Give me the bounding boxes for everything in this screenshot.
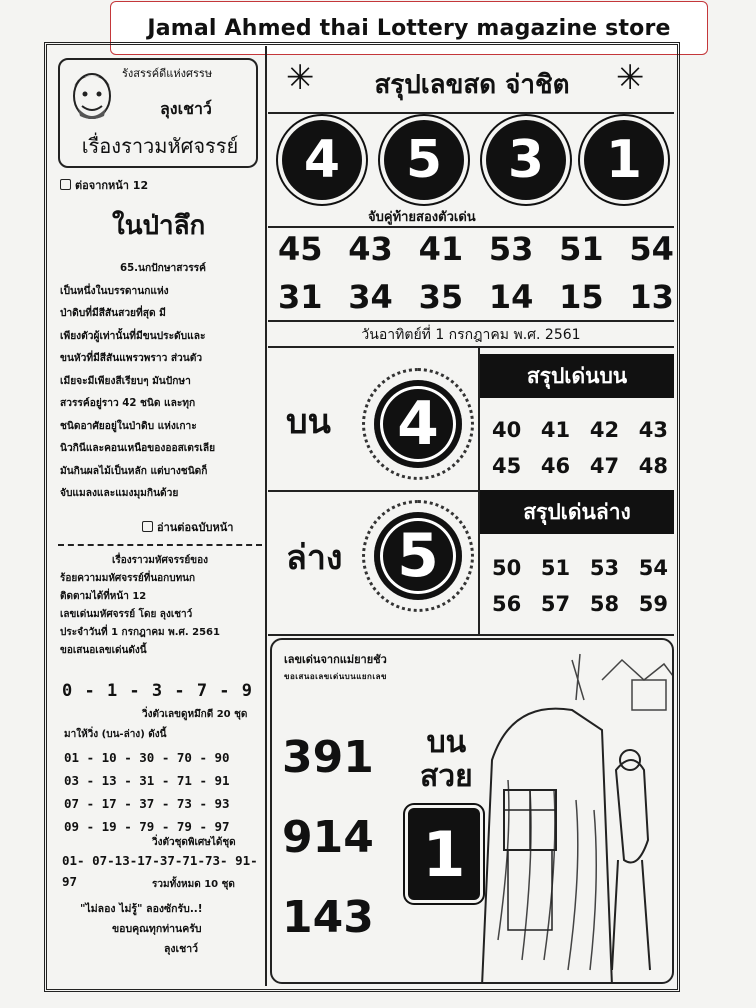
summary-number: 58 bbox=[589, 592, 620, 616]
signature: ลุงเชาว์ bbox=[164, 943, 199, 955]
summary-number: 54 bbox=[638, 556, 668, 580]
banner-text: Jamal Ahmed thai Lottery magazine store bbox=[147, 15, 671, 41]
medal-digit: 4 bbox=[282, 120, 362, 200]
summary-number: 57 bbox=[540, 592, 571, 616]
illustration-subheading: ขอเสนอเลขเด่นบนแยกเลข bbox=[284, 672, 388, 681]
rule-line bbox=[268, 112, 674, 114]
lower-digit-ring bbox=[362, 500, 474, 612]
story-line: จับแมลงและแมงมุมกินด้วย bbox=[60, 488, 179, 499]
runs-total: รวมทั้งหมด 10 ชุด bbox=[152, 879, 235, 890]
bon-suay-label bbox=[420, 726, 473, 794]
story-line: ชนิดอาศัยอยู่ในป่าดิบ แห่งเกาะ bbox=[60, 420, 197, 432]
featured-digit: 1 bbox=[408, 808, 480, 900]
summary-number: 51 bbox=[540, 556, 571, 580]
intro-line: เรื่องราวมหัศจรรย์ของ bbox=[112, 555, 208, 566]
summary-number: 47 bbox=[589, 454, 620, 478]
summary-row bbox=[492, 412, 668, 448]
pair-number: 15 bbox=[559, 278, 604, 316]
left-column bbox=[52, 50, 266, 984]
medal-caption: จับคู่ท้ายสองตัวเด่น bbox=[368, 210, 476, 225]
summary-number: 43 bbox=[638, 418, 668, 442]
star-icon: ✳ bbox=[616, 58, 645, 98]
lower-label: ล่าง bbox=[286, 538, 343, 578]
pair-number: 35 bbox=[418, 278, 464, 316]
runs-note: วิ่งตัวเลขดูหมึกดี 20 ชุด bbox=[142, 709, 248, 720]
intro-line: ขอเสนอเลขเด่นดังนี้ bbox=[60, 645, 147, 656]
pairs-row bbox=[278, 278, 674, 316]
section-divider bbox=[58, 544, 262, 546]
star-icon: ✳ bbox=[286, 58, 315, 98]
summary-number: 48 bbox=[638, 454, 668, 478]
pair-number: 51 bbox=[559, 230, 604, 268]
medal-digit: 5 bbox=[384, 120, 464, 200]
masthead-title: เรื่องราวมหัศจรรย์ bbox=[81, 134, 239, 158]
masthead-author: ลุงเชาว์ bbox=[160, 99, 212, 118]
intro-line: ประจำวันที่ 1 กรกฎาคม พ.ศ. 2561 bbox=[60, 627, 220, 638]
rule-line bbox=[268, 320, 674, 322]
intro-line: เลขเด่นมหัศจรรย์ โดย ลุงเชาว์ bbox=[60, 609, 193, 620]
intro-line: ติดตามได้ที่หน้า 12 bbox=[60, 591, 147, 602]
masthead bbox=[58, 58, 258, 168]
uncle-face-icon bbox=[66, 66, 118, 122]
summary-number: 59 bbox=[638, 592, 668, 616]
illustration-panel bbox=[270, 638, 674, 984]
summary-number: 42 bbox=[589, 418, 620, 442]
illustration-heading: เลขเด่นจากแม่ยายชัว bbox=[284, 653, 387, 666]
pair-number: 14 bbox=[488, 278, 534, 316]
summary-number: 41 bbox=[540, 418, 571, 442]
pair-row: 01 - 10 - 30 - 70 - 90 bbox=[64, 750, 230, 765]
summary-number: 56 bbox=[492, 592, 522, 616]
medal-digit: 3 bbox=[486, 120, 566, 200]
pair-number: 34 bbox=[348, 278, 393, 316]
upper-summary-numbers bbox=[492, 412, 668, 484]
upper-label: บน bbox=[286, 402, 331, 442]
upper-summary-title: สรุปเด่นบน bbox=[480, 354, 674, 398]
read-more-text: อ่านต่อฉบับหน้า bbox=[157, 521, 234, 534]
pair-number: 43 bbox=[348, 230, 393, 268]
summary-number: 50 bbox=[492, 556, 522, 580]
draw-date: วันอาทิตย์ที่ 1 กรกฎาคม พ.ศ. 2561 bbox=[361, 327, 581, 343]
continued-text: ต่อจากหน้า 12 bbox=[75, 179, 149, 192]
three-digit-number: 143 bbox=[282, 892, 374, 943]
rule-line bbox=[268, 346, 674, 348]
bon-text: บน bbox=[426, 725, 467, 760]
story-line: 65.นกปักษาสวรรค์ bbox=[120, 263, 206, 274]
medal-digit: 1 bbox=[584, 120, 664, 200]
continued-note bbox=[60, 178, 148, 193]
pairs-note: มาให้วิ่ง (บน-ล่าง) ดังนี้ bbox=[64, 729, 167, 740]
pair-number: 13 bbox=[629, 278, 674, 316]
upper-digit-ring bbox=[362, 368, 474, 480]
thanks-note: ขอบคุณทุกท่านครับ bbox=[112, 923, 202, 935]
checkbox-icon bbox=[60, 179, 71, 190]
three-digit-number: 391 bbox=[282, 732, 374, 783]
rule-line bbox=[268, 634, 674, 636]
special-runs-label: วิ่งตัวชุดพิเศษได้ชุด bbox=[152, 837, 236, 848]
summary-number: 45 bbox=[492, 454, 522, 478]
summary-number: 46 bbox=[540, 454, 571, 478]
pair-rows bbox=[64, 746, 230, 838]
lucky-intro bbox=[60, 552, 260, 660]
read-more bbox=[142, 520, 233, 535]
pair-number: 54 bbox=[629, 230, 674, 268]
masthead-subtitle: รังสรรค์ดีแห่งศรรษ bbox=[122, 67, 213, 80]
digit-sequence: 0 - 1 - 3 - 7 - 9 bbox=[62, 681, 253, 701]
story-body bbox=[60, 258, 260, 506]
pair-row: 09 - 19 - 79 - 79 - 97 bbox=[64, 819, 230, 834]
pair-row: 03 - 13 - 31 - 71 - 91 bbox=[64, 773, 230, 788]
story-line: เป็นหนึ่งในบรรดานกแห่ง bbox=[60, 285, 169, 297]
right-column bbox=[268, 48, 676, 988]
story-line: นิวกินีและคอนเหนือของออสเตรเลีย bbox=[60, 443, 216, 454]
rule-line bbox=[268, 226, 674, 228]
pair-number: 53 bbox=[488, 230, 534, 268]
three-digit-number: 914 bbox=[282, 812, 374, 863]
slogan: "ไม่ลอง ไม่รู้" ลองซักรับ..! bbox=[80, 903, 203, 915]
pair-number: 41 bbox=[418, 230, 464, 268]
summary-row bbox=[492, 550, 668, 586]
checkbox-icon bbox=[142, 521, 153, 532]
summary-row bbox=[492, 448, 668, 484]
story-line: เพียงตัวผู้เท่านั้นที่มีขนประดับและ bbox=[60, 330, 206, 342]
special-runs: 01- 07-13-17-37-71-73- 91-97 bbox=[62, 853, 258, 889]
story-line: สวรรค์อยู่ราว 42 ชนิด และทุก bbox=[60, 398, 196, 409]
lower-summary-numbers bbox=[492, 550, 668, 622]
pair-number: 45 bbox=[278, 230, 323, 268]
lower-digit: 5 bbox=[374, 512, 462, 600]
intro-line: ร้อยความมหัศจรรย์ที่นอกบทนก bbox=[60, 573, 196, 584]
pairs-row bbox=[278, 230, 674, 268]
story-line: ขนหัวที่มีสีสันแพรวพราว ส่วนตัว bbox=[60, 353, 203, 364]
story-line: เมียจะมีเพียงสีเรียบๆ มันปักษา bbox=[60, 375, 191, 387]
suay-text: สวย bbox=[420, 759, 473, 794]
summary-number: 53 bbox=[589, 556, 620, 580]
summary-row bbox=[492, 586, 668, 622]
summary-number: 40 bbox=[492, 418, 522, 442]
story-line: ป่าดิบที่มีสีสันสวยที่สุด มี bbox=[60, 308, 166, 319]
story-line: มันกินผลไม้เป็นหลัก แต่บางชนิดก็ bbox=[60, 465, 208, 477]
pair-number: 31 bbox=[278, 278, 323, 316]
lower-summary-title: สรุปเด่นล่าง bbox=[480, 490, 674, 534]
pair-row: 07 - 17 - 37 - 73 - 93 bbox=[64, 796, 230, 811]
story-headline: ในป่าลึก bbox=[112, 211, 206, 241]
summary-title: สรุปเลขสด จ่าชิต bbox=[374, 69, 570, 100]
upper-digit: 4 bbox=[374, 380, 462, 468]
